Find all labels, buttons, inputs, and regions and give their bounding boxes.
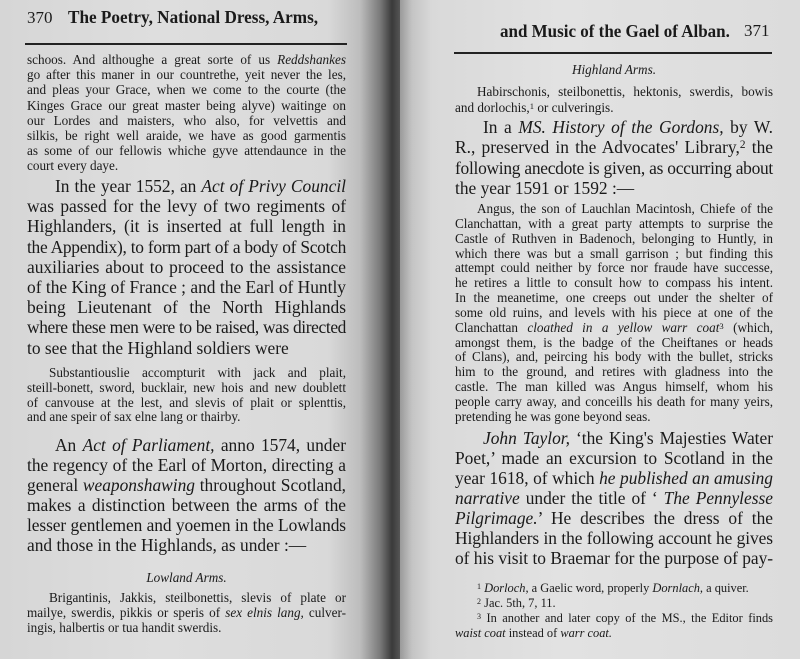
text-segment: The Pennylesse bbox=[663, 488, 773, 508]
quotation bbox=[455, 202, 773, 425]
text-line bbox=[455, 380, 773, 395]
text-segment: attempt could neither by force nor fraude have successe, bbox=[455, 260, 773, 276]
text-line bbox=[455, 62, 773, 77]
paragraph bbox=[455, 428, 773, 568]
text-line bbox=[27, 176, 346, 196]
text-line bbox=[455, 448, 773, 468]
text-segment: of his visit to Braemar for the purpose of pay- bbox=[455, 548, 773, 568]
text-line bbox=[27, 98, 346, 113]
text-segment: the Appendix), to form part of a body of Scotch bbox=[27, 236, 346, 257]
footnote-marker: 1 bbox=[477, 582, 482, 591]
text-segment: Act of Privy Council bbox=[201, 176, 346, 196]
text-segment: where these men were to be raised, was directed bbox=[27, 317, 346, 338]
text-line bbox=[27, 277, 346, 297]
text-line bbox=[27, 410, 346, 425]
running-head: The Poetry, National Dress, Arms, bbox=[68, 7, 319, 27]
text-line bbox=[455, 350, 773, 365]
text-line bbox=[27, 495, 346, 515]
text-segment: makes a distinction between the arms of the bbox=[27, 495, 346, 516]
text-line bbox=[27, 366, 346, 381]
text-line bbox=[27, 257, 346, 277]
text-segment: In the year 1552, an bbox=[55, 176, 202, 196]
text-segment: mailye, swerdis, pikkis or speris of bbox=[27, 605, 226, 620]
text-line bbox=[27, 435, 346, 455]
text-segment: and those in the Highlands, as under :— bbox=[27, 535, 307, 556]
text-segment: Angus, the son of Lauchlan Macintosh, Chiefe of the bbox=[477, 201, 773, 216]
text-segment: was passed for the levy of two regiments of bbox=[27, 196, 346, 217]
text-segment: people carry away, and conceills his death for many yeirs, bbox=[455, 393, 773, 409]
text-segment: schoos. And althoughe a great sorte of us bbox=[27, 52, 278, 67]
text-line bbox=[27, 620, 346, 635]
right-page bbox=[400, 0, 800, 659]
text-segment: Poet,’ made an excursion to Scotland in the bbox=[455, 448, 773, 468]
text-segment: of Clans), and, peircing his body with the bullet, stricks bbox=[455, 349, 773, 365]
page-number: 370 bbox=[27, 8, 53, 27]
text-segment: court every daye. bbox=[27, 158, 119, 174]
text-line bbox=[455, 247, 773, 262]
quotation bbox=[27, 366, 346, 425]
quotation bbox=[455, 84, 773, 116]
text-segment: Jac. 5th, 7, 11. bbox=[481, 596, 556, 610]
text-line bbox=[455, 395, 773, 410]
text-segment: a Gaelic word, properly bbox=[528, 581, 653, 595]
text-segment: being Lieutenant of the North Highlands bbox=[27, 297, 346, 318]
section-heading bbox=[455, 62, 773, 77]
quotation bbox=[27, 590, 346, 635]
text-line bbox=[455, 100, 773, 116]
text-segment: following anecdote is given, as occurring about bbox=[455, 157, 773, 178]
text-line bbox=[455, 548, 773, 568]
text-segment: narrative bbox=[455, 488, 520, 508]
text-segment: In another and later copy of the MS., the Editor finds bbox=[481, 611, 773, 625]
text-line bbox=[27, 535, 346, 555]
text-line bbox=[27, 515, 346, 535]
text-line bbox=[455, 232, 773, 247]
text-segment: some old ruins, and levels with his piece at one of the bbox=[455, 304, 773, 320]
text-line bbox=[455, 306, 773, 321]
text-segment: ‘the King's Majesties Water bbox=[569, 428, 773, 448]
text-line bbox=[455, 84, 773, 100]
text-segment: to see that the Highland soldiers were bbox=[27, 337, 289, 358]
text-segment: he published an amusing bbox=[599, 468, 773, 488]
footnotes bbox=[455, 581, 773, 641]
text-segment: year 1618, of which bbox=[455, 468, 600, 488]
page-number: 371 bbox=[744, 21, 770, 40]
text-line bbox=[27, 381, 346, 396]
text-line bbox=[455, 276, 773, 291]
text-segment: Kinges Grace our great master being alyve) waitinge on bbox=[27, 97, 346, 113]
text-line bbox=[455, 365, 773, 380]
text-line bbox=[27, 158, 346, 173]
text-segment: In a bbox=[483, 117, 519, 137]
text-segment: weaponshawing bbox=[82, 475, 195, 496]
text-segment: An bbox=[55, 435, 83, 455]
text-segment: he retires a little to consult how to compass his intent. bbox=[455, 275, 773, 291]
text-segment: a quiver. bbox=[703, 581, 749, 595]
text-segment: of the King of France ; and the Earl of Huntly bbox=[27, 277, 346, 298]
text-line bbox=[455, 291, 773, 306]
text-segment: go after this maner in our countrethe, yeit never the les, bbox=[27, 67, 346, 83]
header-rule bbox=[454, 52, 772, 54]
text-segment: Castle of Ruthven in Badenoch, belonging to Huntly, in bbox=[455, 230, 773, 246]
text-line bbox=[27, 143, 346, 158]
text-line bbox=[455, 336, 773, 351]
quotation bbox=[27, 52, 346, 174]
text-segment: waist coat bbox=[455, 626, 506, 640]
text-segment: which there was but a small garrison ; but finding this bbox=[455, 245, 773, 261]
text-segment: cloathed in a yellow warr coat bbox=[527, 319, 720, 335]
text-segment: sex elnis lang, bbox=[225, 605, 304, 620]
text-segment: Highlanders in the following account he gives bbox=[455, 528, 773, 548]
text-line bbox=[455, 528, 773, 548]
text-segment: throughout Scotland, bbox=[195, 475, 346, 496]
text-line bbox=[455, 202, 773, 217]
text-line bbox=[455, 596, 773, 611]
text-line bbox=[455, 137, 773, 157]
text-line bbox=[455, 626, 773, 641]
text-line bbox=[27, 605, 346, 620]
text-line bbox=[27, 396, 346, 411]
text-segment: or culveringis. bbox=[534, 100, 614, 115]
footnote-marker: 3 bbox=[477, 612, 482, 621]
footnote-marker: 2 bbox=[477, 597, 482, 606]
text-line bbox=[27, 455, 346, 475]
text-segment: of canvouse at the lest, and slevis of plait or splenttis, bbox=[27, 394, 346, 410]
text-segment: him to the ground, and retires with gladness into the bbox=[455, 364, 773, 380]
text-line bbox=[27, 128, 346, 143]
footnote-marker: 1 bbox=[529, 101, 535, 111]
text-line bbox=[27, 82, 346, 97]
text-segment: silkis, be right well araide, we have as good garmentis bbox=[27, 128, 346, 144]
text-segment: Substantiouslie accompturit with jack and plait, bbox=[49, 365, 346, 380]
text-segment: MS. History of the Gordons, bbox=[518, 117, 724, 137]
text-segment: and ane speir of sax elne lang or thairby. bbox=[27, 409, 241, 425]
text-line bbox=[455, 321, 773, 336]
text-segment: and pleas your Grace, when we come to the courte (the bbox=[27, 82, 346, 98]
text-line bbox=[27, 67, 346, 82]
text-segment: Act of Parliament, bbox=[82, 435, 215, 455]
paragraph bbox=[27, 435, 346, 556]
text-segment: Highlanders, (it is inserted at full length in bbox=[27, 216, 346, 237]
text-segment: the bbox=[745, 137, 773, 158]
text-line bbox=[27, 475, 346, 495]
text-segment: (which, bbox=[723, 319, 773, 335]
text-segment: ’ He describes the dress of the bbox=[537, 508, 773, 528]
text-line bbox=[455, 488, 773, 508]
text-segment: under the title of ‘ bbox=[519, 488, 664, 508]
text-segment: R., preserved in the Advocates' Library, bbox=[455, 137, 740, 158]
footnote-marker: 2 bbox=[739, 139, 746, 152]
text-segment: amongst them, is the badge of the Cheiftanes or heads bbox=[455, 334, 773, 350]
text-segment: the regency of the Earl of Morton, directing a bbox=[27, 455, 346, 476]
paragraph bbox=[455, 117, 773, 199]
text-segment: our Lordes and maisters, who also, for velvettis and bbox=[27, 112, 346, 128]
text-line bbox=[455, 261, 773, 276]
text-line bbox=[455, 611, 773, 626]
text-line bbox=[455, 410, 773, 425]
text-segment: Reddshankes bbox=[277, 52, 346, 67]
footnote-marker: 3 bbox=[719, 320, 724, 331]
text-line bbox=[455, 508, 773, 528]
text-line bbox=[455, 178, 773, 198]
text-segment: warr coat. bbox=[560, 626, 612, 640]
text-segment: by W. bbox=[723, 117, 773, 137]
text-segment: culver- bbox=[303, 605, 346, 620]
section-heading bbox=[27, 570, 346, 585]
running-head: and Music of the Gael of Alban. bbox=[500, 21, 730, 41]
text-segment: auxiliaries about to proceed to the assistance bbox=[27, 256, 346, 277]
text-line bbox=[27, 338, 346, 358]
text-segment: ingis, halbertis or tua handit swerdis. bbox=[27, 620, 222, 635]
text-segment: instead of bbox=[505, 626, 561, 640]
text-segment: lesser gentlemen and yoemen in the Lowlands bbox=[27, 515, 346, 536]
text-segment: the year 1591 or 1592 :— bbox=[455, 178, 635, 199]
text-line bbox=[27, 196, 346, 216]
text-segment: In the meanetime, one creeps out under the shelter of bbox=[455, 290, 773, 306]
text-line bbox=[455, 217, 773, 232]
text-segment: as some of our fellowis whiche gyve attendaunce in the bbox=[27, 143, 346, 159]
text-line bbox=[455, 117, 773, 137]
paragraph bbox=[27, 176, 346, 358]
text-line bbox=[455, 428, 773, 448]
text-segment: Brigantinis, Jakkis, steilbonettis, slevis of plate or bbox=[49, 590, 346, 605]
text-line bbox=[27, 317, 346, 337]
text-line bbox=[27, 113, 346, 128]
text-segment: and dorlochis, bbox=[455, 100, 530, 115]
text-line bbox=[455, 468, 773, 488]
text-segment: Habirschonis, steilbonettis, hektonis, swerdis, bowis bbox=[477, 84, 773, 99]
text-segment: Pilgrimage. bbox=[455, 508, 538, 528]
text-segment: anno 1574, under bbox=[214, 435, 346, 455]
text-segment: Clanchattan, with a great party attempts to surprise the bbox=[455, 215, 773, 231]
text-line bbox=[27, 237, 346, 257]
header-rule bbox=[25, 43, 347, 45]
text-segment: Dornlach, bbox=[652, 581, 703, 595]
text-line bbox=[27, 216, 346, 236]
text-line bbox=[27, 52, 346, 67]
text-segment: Highland Arms. bbox=[571, 62, 657, 77]
text-line bbox=[455, 158, 773, 178]
text-segment: pretending he was gone beyond seas. bbox=[455, 408, 651, 424]
text-segment: Lowland Arms. bbox=[146, 570, 227, 585]
text-line bbox=[27, 297, 346, 317]
text-segment: general bbox=[27, 475, 83, 496]
text-segment: John Taylor, bbox=[483, 428, 570, 448]
text-segment: Clanchattan bbox=[455, 319, 528, 335]
text-segment: steill-bonett, sword, bucklair, new hois and new doublett bbox=[27, 379, 346, 395]
text-segment: Dorloch, bbox=[484, 581, 529, 595]
text-segment: castle. The man killed was Angus himself, whom his bbox=[455, 379, 773, 395]
text-line bbox=[455, 581, 773, 596]
text-line bbox=[27, 590, 346, 605]
text-line bbox=[27, 570, 346, 585]
